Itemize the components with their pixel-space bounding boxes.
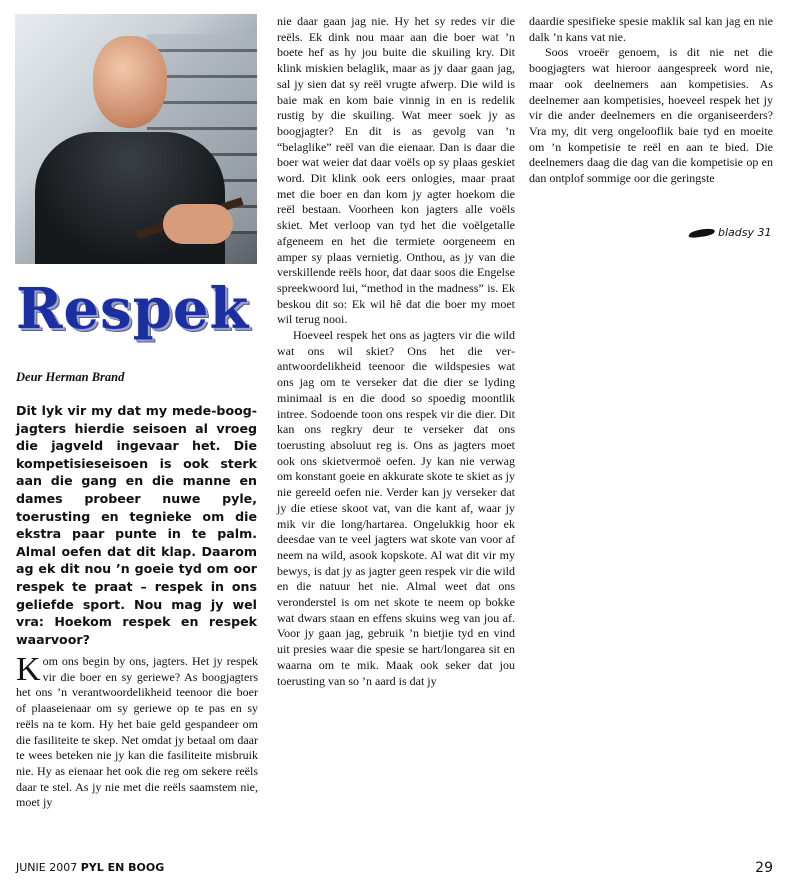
footer-magazine: PYL EN BOOG	[80, 861, 165, 874]
col2-paragraph-2: Hoeveel respek het ons as jagters vir die wild wat ons wil skiet? Ons het die verantwoordelikheid teenoor die wildspesies wat ons jag om te verseker dat die dier se lyding minimaal is en die dood so spoedig moontlik intree. Sodoende toon ons respek vir die dier. Dit kan ons regkry deur te verseker dat ons toerusting absoluut reg is. Ons as jagters moet ook ons skietvermoë oefen. Jy kan nie verwag om konstant goeie en akkurate skote te skiet as jy nie gereeld oefen nie. Verder kan jy verseker dat jy die etiese skoot vat, van die kant af, waar jy mik vir die long/hartarea. Ongelukkig hoor ek deesdae van te veel jagters wat skote van voor af neem na wild, asook kopskote. Al wat dit vir my bewys, is dat jy as jagter geen respek vir die wild en die natuur het nie. Almal weet dat ons veronderstel is om net skote te neem op bokke wat dwars staan en effens skuins weg van jou af. Voor jy gaan jag, gebruik ’n bietjie tyd en vind uit presies waar die spesie se hart/longarea sit en waarna om te mik. Maak ook seker dat jou toerusting van so ’n aard is dat jy	[277, 328, 515, 688]
photo-person-body	[35, 132, 225, 264]
drop-cap: K	[16, 651, 41, 688]
continued-label: bladsy 31	[718, 226, 772, 239]
col2-paragraph-1: nie daar gaan jag nie. Hy het sy redes vir die reëls. Ek dink nou maar aan die boer wat ’n boete hef as hy jou buite die skuiling kry. Dit klink miskien belaglik, maar as jy daar gaan jag, sal jy sien dat sy reël vrugte afwerp. Die wild is baie mak en kom baie vinnig in en is redelik rustig by die skuiling. Wat meer soek jy as boogjagter? En dit is as gevolg van ’n “belaglike” reël van die eienaar. Dan is daar die boer wat weier dat daar voëls op sy plaas geskiet word. Dit klink ook eers onlogies, maar praat met die boer en dan kom jy agter hoekom die reël bestaan. Voorheen kon jagters alle voëls skiet. Met verloop van tyd het die voëlgetalle afgeneem en het die termiete oorgeneem en amper sy plaas vernietig. Onthou, as jy van die verskillende reëls hoor, dat daar soos die Engelse spreekwoord lui, “method in the madness” is. Ek beskou dit so: Ek wil hê dat die boer my moet wil terug nooi.	[277, 14, 515, 327]
column-1	[16, 651, 258, 811]
arrow-bird-icon	[687, 227, 716, 238]
col1-paragraph-1: om ons begin by ons, jagters. Het jy respek vir die boer en sy geriewe? As boogjagters het ons ’n verantwoordelikheid teenoor die boer of plaaseienaar om sy geriewe op te pas en sy reëls na te kom. Hy het baie geld gespandeer om die fasiliteite te skep. Net omdat jy betaal om daar te wees beteken nie jy kan die fasiliteite misbruik nie. Hy as eienaar het ook die reg om sekere reëls daar te stel. As jy nie met die reëls saamstem nie, moet jy	[16, 654, 258, 810]
article-title: Respek	[16, 276, 250, 342]
column-3	[529, 14, 773, 187]
intro-paragraph: Dit lyk vir my dat my mede-boogjagters hierdie seisoen al vroeg die jagveld ingevaar het. Die kompetisieseisoen is ook sterk aan die gang en die manne en dames probeer nuwe pyle, toerusting en tegnieke om die ekstra paar punte in te palm. Almal oefen dat dit klap. Daarom ag ek dit nou ’n goeie tyd om oor respek te praat – respek in ons geliefde sport. Nou mag jy wel vra: Hoekom respek en respek waarvoor?	[16, 403, 257, 647]
byline: Deur Herman Brand	[16, 370, 125, 384]
page-number: 29	[755, 860, 773, 876]
continued-on-link[interactable]	[690, 226, 772, 239]
photo-person-head	[93, 36, 167, 128]
footer-issue: JUNIE 2007	[16, 861, 78, 874]
column-2	[277, 14, 515, 689]
photo-hands	[163, 204, 233, 244]
col3-paragraph-2: Soos vroeër genoem, is dit nie net die boogjagters wat hieroor aangespreek word nie, maar ook deelnemers aan kompetisies. As deelnemer aan kompetisies, hoeveel respek het jy vir die ander deelnemers en die organiseerders? Vra my, dit verg ongelooflik baie tyd en moeite om ’n kompetisie te reël en aan te bied. Die deelnemers daag die dag van die kompetisie op en dan ontplof sommige oor die geringste	[529, 45, 773, 186]
author-photo	[15, 14, 257, 264]
page-footer	[16, 861, 164, 874]
col3-paragraph-1: daardie spesifieke spesie maklik sal kan jag en nie dalk ’n kans vat nie.	[529, 14, 773, 44]
